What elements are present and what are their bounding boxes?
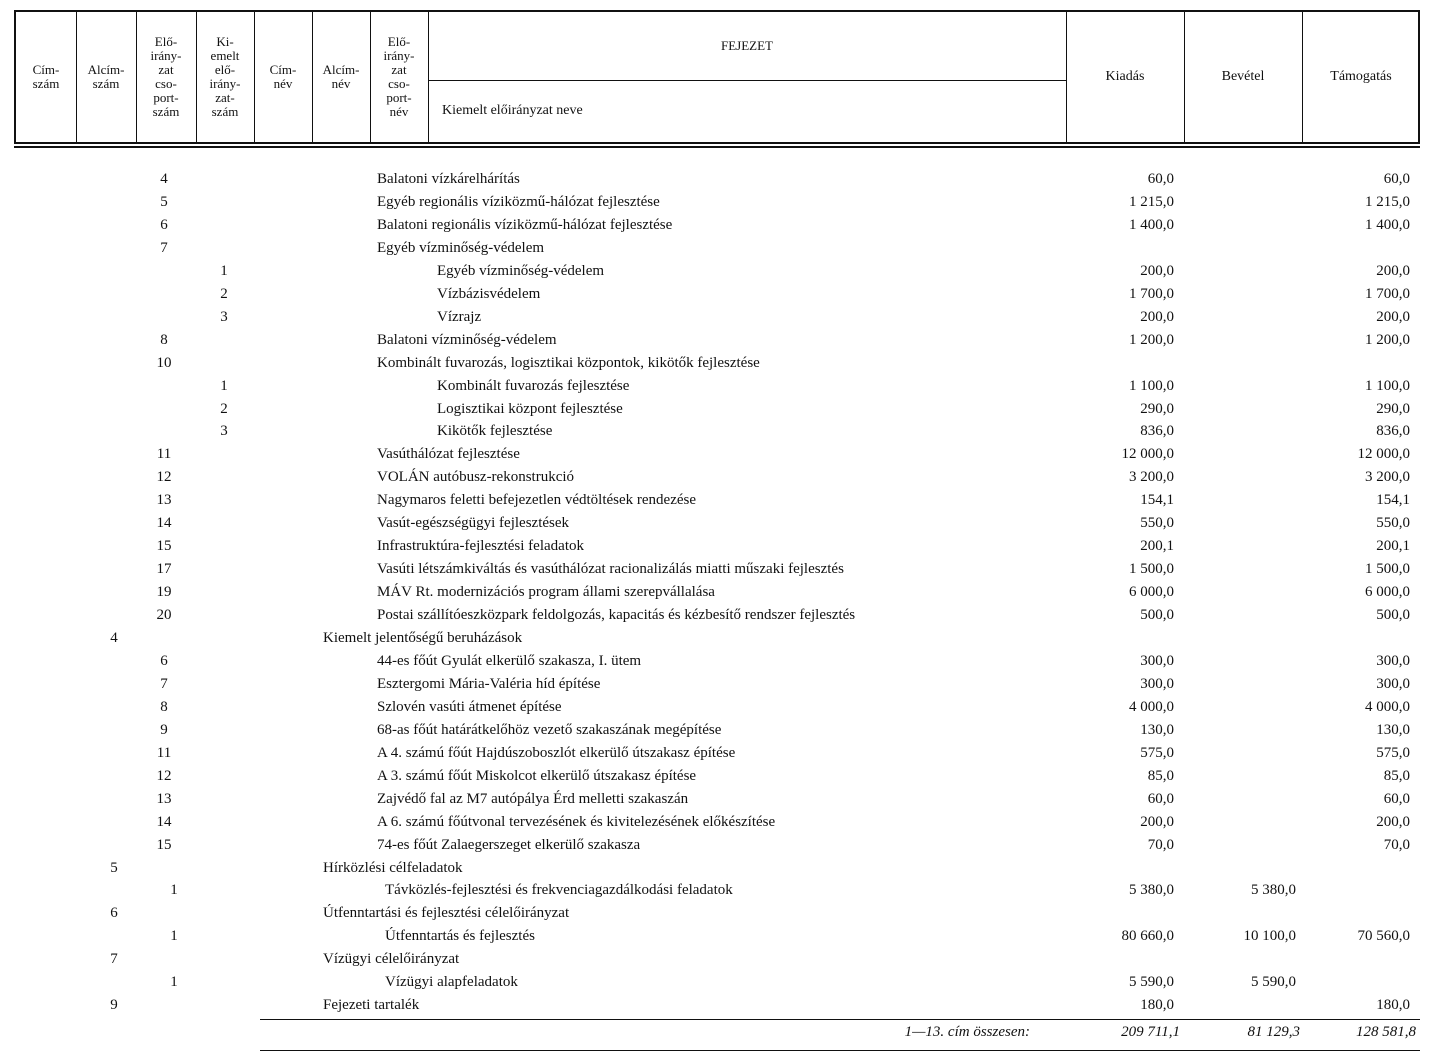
row-tamogatas: 300,0 <box>1376 653 1410 669</box>
header-kiemelt-nev: Kiemelt előirányzat neve <box>442 103 583 118</box>
header-bevetel: Bevétel <box>1221 69 1265 84</box>
header-alcimnev: Alcím- név <box>322 62 360 91</box>
row-kiadas: 836,0 <box>1140 423 1174 439</box>
row-name: Kombinált fuvarozás, logisztikai központok, kikötők fejlesztése <box>377 355 760 371</box>
row-number: 1 <box>220 378 228 394</box>
row-number: 7 <box>160 676 168 692</box>
row-kiadas: 1 215,0 <box>1129 194 1174 210</box>
row-kiadas: 70,0 <box>1147 837 1174 853</box>
row-number: 8 <box>160 699 168 715</box>
row-kiadas: 180,0 <box>1140 997 1174 1013</box>
row-tamogatas: 6 000,0 <box>1365 584 1410 600</box>
row-name: Vasúthálózat fejlesztése <box>377 446 520 462</box>
row-name: Logisztikai központ fejlesztése <box>437 401 623 417</box>
row-number: 14 <box>156 814 172 830</box>
row-number: 4 <box>160 171 168 187</box>
row-number: 3 <box>220 423 228 439</box>
row-name: Távközlés-fejlesztési és frekvenciagazdálkodási feladatok <box>385 882 733 898</box>
row-tamogatas: 130,0 <box>1376 722 1410 738</box>
row-kiadas: 6 000,0 <box>1129 584 1174 600</box>
row-kiadas: 300,0 <box>1140 653 1174 669</box>
row-tamogatas: 70 560,0 <box>1357 928 1410 944</box>
row-number: 6 <box>160 217 168 233</box>
row-name: A 4. számú főút Hajdúszoboszlót elkerülő útszakasz építése <box>377 745 736 761</box>
row-number: 9 <box>160 722 168 738</box>
row-name: Kombinált fuvarozás fejlesztése <box>437 378 630 394</box>
row-name: Hírközlési célfeladatok <box>323 860 463 876</box>
row-tamogatas: 1 215,0 <box>1365 194 1410 210</box>
row-number: 8 <box>160 332 168 348</box>
row-name: Zajvédő fal az M7 autópálya Érd melletti szakaszán <box>377 791 689 807</box>
total-bevetel: 81 129,3 <box>1247 1024 1300 1040</box>
row-kiadas: 1 500,0 <box>1129 561 1174 577</box>
row-number: 12 <box>156 768 172 784</box>
row-kiadas: 575,0 <box>1140 745 1174 761</box>
row-name: Vízügyi alapfeladatok <box>385 974 518 990</box>
row-number: 20 <box>156 607 172 623</box>
row-tamogatas: 1 500,0 <box>1365 561 1410 577</box>
row-tamogatas: 200,0 <box>1376 309 1410 325</box>
row-tamogatas: 60,0 <box>1383 791 1410 807</box>
header-cimszam: Cím- szám <box>32 62 60 91</box>
row-kiadas: 200,0 <box>1140 814 1174 830</box>
row-name: 74-es főút Zalaegerszeget elkerülő szakasza <box>377 837 641 853</box>
row-tamogatas: 1 200,0 <box>1365 332 1410 348</box>
row-number: 2 <box>220 286 228 302</box>
row-kiadas: 200,1 <box>1140 538 1174 554</box>
row-number: 11 <box>156 446 172 462</box>
row-name: Balatoni vízkárelhárítás <box>377 171 520 187</box>
row-kiadas: 130,0 <box>1140 722 1174 738</box>
row-number: 1 <box>220 263 228 279</box>
row-number: 4 <box>110 630 118 646</box>
row-name: Kiemelt jelentőségű beruházások <box>323 630 523 646</box>
header-eloiranyzat-csoport-szam: Elő- irány- zat cso- port- szám <box>150 34 182 119</box>
row-tamogatas: 60,0 <box>1383 171 1410 187</box>
row-name: 44-es főút Gyulát elkerülő szakasza, I. ütem <box>377 653 642 669</box>
row-kiadas: 1 400,0 <box>1129 217 1174 233</box>
row-kiadas: 5 590,0 <box>1129 974 1174 990</box>
row-number: 14 <box>156 515 172 531</box>
row-number: 19 <box>156 584 172 600</box>
header-eloiranyzat-csoport-nev: Elő- irány- zat cso- port- név <box>383 34 415 119</box>
row-name: Vízbázisvédelem <box>437 286 541 302</box>
row-name: 68-as főút határátkelőhöz vezető szakaszának megépítése <box>377 722 722 738</box>
header-separator <box>14 146 1420 148</box>
row-number: 10 <box>156 355 172 371</box>
row-name: Egyéb vízminőség-védelem <box>437 263 605 279</box>
row-name: Infrastruktúra-fejlesztési feladatok <box>377 538 584 554</box>
row-name: Vasúti létszámkiváltás és vasúthálózat racionalizálás miatti műszaki fejlesztés <box>377 561 844 577</box>
total-top-rule <box>260 1019 1420 1020</box>
row-tamogatas: 85,0 <box>1383 768 1410 784</box>
row-bevetel: 5 380,0 <box>1251 882 1296 898</box>
row-name: Fejezeti tartalék <box>323 997 420 1013</box>
row-number: 6 <box>160 653 168 669</box>
row-name: Egyéb vízminőség-védelem <box>377 240 545 256</box>
row-name: Szlovén vasúti átmenet építése <box>377 699 562 715</box>
row-tamogatas: 4 000,0 <box>1365 699 1410 715</box>
row-tamogatas: 1 100,0 <box>1365 378 1410 394</box>
row-number: 17 <box>156 561 172 577</box>
row-kiadas: 5 380,0 <box>1129 882 1174 898</box>
row-number: 1 <box>170 928 178 944</box>
row-tamogatas: 575,0 <box>1376 745 1410 761</box>
row-kiadas: 550,0 <box>1140 515 1174 531</box>
row-number: 5 <box>110 860 118 876</box>
row-name: Balatoni regionális víziközmű-hálózat fejlesztése <box>377 217 673 233</box>
header-alcimszam: Alcím- szám <box>87 62 125 91</box>
header-kiemelt-eloiranyzat-szam: Ki- emelt elő- irány- zat- szám <box>209 34 241 119</box>
row-kiadas: 1 700,0 <box>1129 286 1174 302</box>
row-kiadas: 300,0 <box>1140 676 1174 692</box>
row-kiadas: 12 000,0 <box>1121 446 1174 462</box>
row-number: 15 <box>156 538 172 554</box>
row-name: Vízügyi célelőirányzat <box>323 951 460 967</box>
row-kiadas: 3 200,0 <box>1129 469 1174 485</box>
row-tamogatas: 836,0 <box>1376 423 1410 439</box>
row-number: 11 <box>156 745 172 761</box>
row-kiadas: 85,0 <box>1147 768 1174 784</box>
row-number: 1 <box>170 974 178 990</box>
row-name: Útfenntartási és fejlesztési célelőirányzat <box>323 905 570 921</box>
row-tamogatas: 180,0 <box>1376 997 1410 1013</box>
row-name: Postai szállítóeszközpark feldolgozás, kapacitás és kézbesítő rendszer fejlesztés <box>377 607 856 623</box>
row-kiadas: 500,0 <box>1140 607 1174 623</box>
row-name: Esztergomi Mária-Valéria híd építése <box>377 676 601 692</box>
row-tamogatas: 154,1 <box>1376 492 1410 508</box>
row-tamogatas: 3 200,0 <box>1365 469 1410 485</box>
row-name: Kikötők fejlesztése <box>437 423 553 439</box>
row-name: Vasút-egészségügyi fejlesztések <box>377 515 570 531</box>
row-number: 13 <box>156 492 172 508</box>
row-number: 2 <box>220 401 228 417</box>
row-tamogatas: 1 400,0 <box>1365 217 1410 233</box>
row-name: Egyéb regionális víziközmű-hálózat fejlesztése <box>377 194 660 210</box>
row-number: 15 <box>156 837 172 853</box>
row-kiadas: 200,0 <box>1140 263 1174 279</box>
row-name: Vízrajz <box>437 309 482 325</box>
row-number: 13 <box>156 791 172 807</box>
row-number: 12 <box>156 469 172 485</box>
row-tamogatas: 550,0 <box>1376 515 1410 531</box>
row-kiadas: 80 660,0 <box>1121 928 1174 944</box>
row-bevetel: 5 590,0 <box>1251 974 1296 990</box>
row-tamogatas: 1 700,0 <box>1365 286 1410 302</box>
row-number: 6 <box>110 905 118 921</box>
row-tamogatas: 12 000,0 <box>1357 446 1410 462</box>
row-kiadas: 60,0 <box>1147 791 1174 807</box>
total-kiadas: 209 711,1 <box>1121 1024 1180 1040</box>
row-name: MÁV Rt. modernizációs program állami szerepvállalása <box>377 584 715 600</box>
row-name: Balatoni vízminőség-védelem <box>377 332 557 348</box>
row-kiadas: 1 100,0 <box>1129 378 1174 394</box>
row-name: Útfenntartás és fejlesztés <box>385 928 535 944</box>
row-kiadas: 4 000,0 <box>1129 699 1174 715</box>
row-kiadas: 200,0 <box>1140 309 1174 325</box>
row-name: Nagymaros feletti befejezetlen védtöltések rendezése <box>377 492 697 508</box>
header-tamogatas: Támogatás <box>1330 69 1392 84</box>
row-number: 5 <box>160 194 168 210</box>
header-fejezet: FEJEZET <box>721 38 773 53</box>
row-kiadas: 290,0 <box>1140 401 1174 417</box>
row-tamogatas: 500,0 <box>1376 607 1410 623</box>
row-kiadas: 154,1 <box>1140 492 1174 508</box>
total-tamogatas: 128 581,8 <box>1356 1024 1416 1040</box>
row-tamogatas: 290,0 <box>1376 401 1410 417</box>
row-number: 1 <box>170 882 178 898</box>
row-number: 9 <box>110 997 118 1013</box>
row-kiadas: 1 200,0 <box>1129 332 1174 348</box>
row-tamogatas: 200,0 <box>1376 814 1410 830</box>
header-kiadas: Kiadás <box>1105 69 1145 84</box>
row-number: 7 <box>160 240 168 256</box>
row-tamogatas: 200,0 <box>1376 263 1410 279</box>
row-tamogatas: 200,1 <box>1376 538 1410 554</box>
table-header <box>14 10 1420 144</box>
row-tamogatas: 70,0 <box>1383 837 1410 853</box>
row-name: A 3. számú főút Miskolcot elkerülő útszakasz építése <box>377 768 697 784</box>
row-name: VOLÁN autóbusz-rekonstrukció <box>377 469 575 485</box>
row-number: 3 <box>220 309 228 325</box>
row-tamogatas: 300,0 <box>1376 676 1410 692</box>
row-name: A 6. számú főútvonal tervezésének és kivitelezésének előkészítése <box>377 814 776 830</box>
row-number: 7 <box>110 951 118 967</box>
row-bevetel: 10 100,0 <box>1243 928 1296 944</box>
total-label: 1—13. cím összesen: <box>904 1024 1030 1040</box>
total-bottom-rule <box>260 1050 1420 1051</box>
header-cimnev: Cím- név <box>269 62 297 91</box>
row-kiadas: 60,0 <box>1147 171 1174 187</box>
